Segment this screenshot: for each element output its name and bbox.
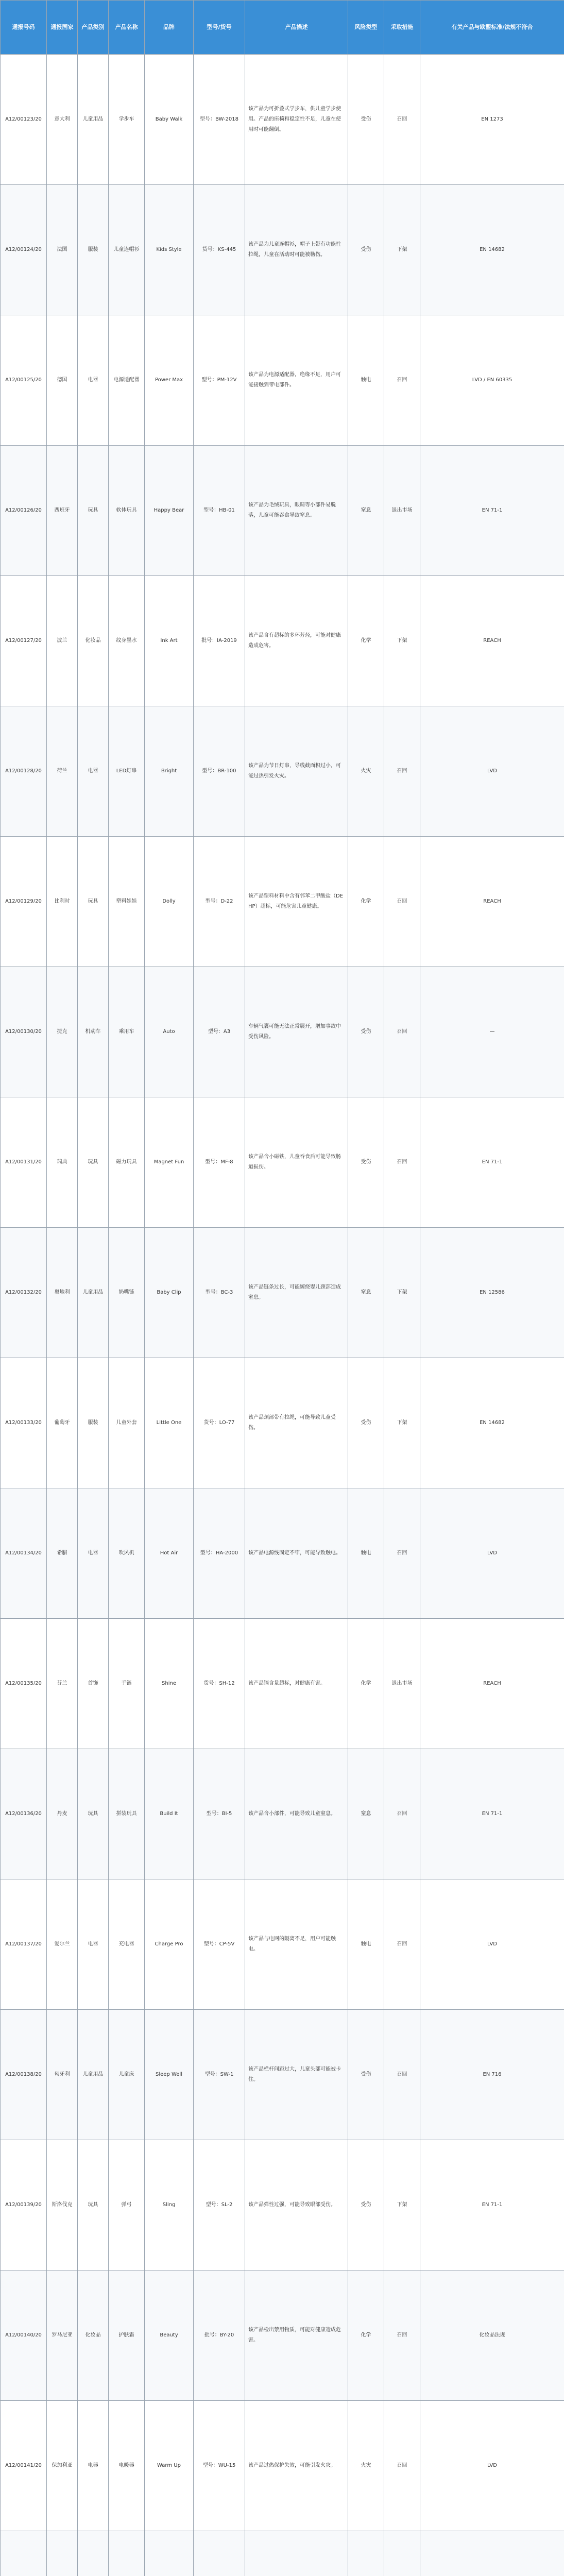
cell-standard: REACH <box>420 1619 564 1749</box>
cell-category <box>78 2531 109 2576</box>
cell-measures <box>384 2531 420 2576</box>
cell-model: 型号：HB-01 <box>194 446 245 576</box>
cell-model: 型号：HA-2000 <box>194 1488 245 1619</box>
cell-measures: 下架 <box>384 185 420 315</box>
table-row <box>1 1097 564 1228</box>
cell-product-name: 弹弓 <box>109 2140 145 2270</box>
cell-country: 法国 <box>47 185 78 315</box>
cell-model: 型号：BW-2018 <box>194 55 245 185</box>
cell-standard: LVD <box>420 706 564 837</box>
cell-category: 电器 <box>78 706 109 837</box>
cell-country: 比利时 <box>47 837 78 967</box>
cell-description: 该产品为毛绒玩具，眼睛等小部件易脱落，儿童可能吞食导致窒息。 <box>245 446 348 576</box>
cell-brand: Charge Pro <box>145 1879 194 2010</box>
cell-description: 该产品为可折叠式学步车，供儿童学步使用。产品的座椅和稳定性不足，儿童在使用时可能翻倒。 <box>245 55 348 185</box>
cell-risk-type: 受伤 <box>348 2010 384 2140</box>
header-cell-category: 产品类别 <box>78 1 109 55</box>
cell-notification-number: A12/00132/20 <box>1 1228 47 1358</box>
cell-category: 首饰 <box>78 1619 109 1749</box>
cell-brand: Magnet Fun <box>145 1097 194 1228</box>
cell-standard: LVD <box>420 2401 564 2531</box>
header-row <box>1 1 564 55</box>
cell-country: 西班牙 <box>47 446 78 576</box>
table-row <box>1 2140 564 2270</box>
cell-description: 该产品为儿童连帽衫，帽子上带有功能性拉绳，儿童在活动时可能被勒伤。 <box>245 185 348 315</box>
cell-category: 儿童用品 <box>78 55 109 185</box>
cell-description: 该产品含小部件，可能导致儿童窒息。 <box>245 1749 348 1879</box>
cell-standard: REACH <box>420 576 564 706</box>
cell-measures: 召回 <box>384 2401 420 2531</box>
cell-brand: Beauty <box>145 2270 194 2401</box>
cell-notification-number: A12/00137/20 <box>1 1879 47 2010</box>
cell-country: 斯洛伐克 <box>47 2140 78 2270</box>
cell-standard: LVD <box>420 1879 564 2010</box>
cell-measures: 召回 <box>384 706 420 837</box>
cell-risk-type: 火灾 <box>348 706 384 837</box>
cell-product-name: 电源适配器 <box>109 315 145 446</box>
cell-brand: Shine <box>145 1619 194 1749</box>
cell-measures: 下架 <box>384 1228 420 1358</box>
cell-description: 该产品为电源适配器，绝缘不足，用户可能接触到带电部件。 <box>245 315 348 446</box>
cell-measures: 召回 <box>384 1879 420 2010</box>
cell-category: 玩具 <box>78 837 109 967</box>
cell-notification-number: A12/00127/20 <box>1 576 47 706</box>
cell-model: 货号：KS-445 <box>194 185 245 315</box>
table-row <box>1 315 564 446</box>
header-cell-country: 通报国家 <box>47 1 78 55</box>
table-row <box>1 1619 564 1749</box>
cell-measures: 召回 <box>384 1097 420 1228</box>
cell-brand: Baby Clip <box>145 1228 194 1358</box>
cell-notification-number: A12/00133/20 <box>1 1358 47 1488</box>
cell-risk-type: 窒息 <box>348 446 384 576</box>
cell-country: 希腊 <box>47 1488 78 1619</box>
cell-standard <box>420 2531 564 2576</box>
cell-description: 该产品检出禁用物质，可能对健康造成危害。 <box>245 2270 348 2401</box>
cell-risk-type: 化学 <box>348 576 384 706</box>
cell-product-name: 儿童连帽衫 <box>109 185 145 315</box>
cell-notification-number: A12/00131/20 <box>1 1097 47 1228</box>
cell-country: 芬兰 <box>47 1619 78 1749</box>
cell-brand: Build It <box>145 1749 194 1879</box>
cell-description: 该产品链条过长，可能缠绕婴儿颈部造成窒息。 <box>245 1228 348 1358</box>
cell-standard: EN 71-1 <box>420 1097 564 1228</box>
cell-category: 电器 <box>78 1879 109 2010</box>
cell-model: 型号：SW-1 <box>194 2010 245 2140</box>
cell-category: 服装 <box>78 1358 109 1488</box>
cell-country: 保加利亚 <box>47 2401 78 2531</box>
cell-product-name: 学步车 <box>109 55 145 185</box>
cell-model: 货号：SH-12 <box>194 1619 245 1749</box>
cell-standard: EN 14682 <box>420 1358 564 1488</box>
cell-brand: Hot Air <box>145 1488 194 1619</box>
cell-measures: 召回 <box>384 1749 420 1879</box>
cell-standard: LVD <box>420 1488 564 1619</box>
cell-description: 该产品镉含量超标，对健康有害。 <box>245 1619 348 1749</box>
cell-risk-type: 化学 <box>348 2270 384 2401</box>
cell-notification-number: A12/00126/20 <box>1 446 47 576</box>
cell-product-name: 奶嘴链 <box>109 1228 145 1358</box>
cell-notification-number <box>1 2531 47 2576</box>
cell-description: 该产品与电网的隔离不足，用户可能触电。 <box>245 1879 348 2010</box>
cell-risk-type: 受伤 <box>348 55 384 185</box>
cell-risk-type: 化学 <box>348 837 384 967</box>
cell-description <box>245 2531 348 2576</box>
cell-standard: EN 14682 <box>420 185 564 315</box>
cell-brand: Kids Style <box>145 185 194 315</box>
cell-product-name: 儿童外套 <box>109 1358 145 1488</box>
cell-product-name: 充电器 <box>109 1879 145 2010</box>
cell-model: 型号：D-22 <box>194 837 245 967</box>
cell-category: 玩具 <box>78 1097 109 1228</box>
cell-brand: Little One <box>145 1358 194 1488</box>
cell-country: 波兰 <box>47 576 78 706</box>
cell-country: 意大利 <box>47 55 78 185</box>
cell-product-name: 软体玩具 <box>109 446 145 576</box>
cell-risk-type: 受伤 <box>348 967 384 1097</box>
cell-category: 机动车 <box>78 967 109 1097</box>
cell-category: 电器 <box>78 2401 109 2531</box>
cell-country: 奥地利 <box>47 1228 78 1358</box>
cell-country: 罗马尼亚 <box>47 2270 78 2401</box>
cell-measures: 退出市场 <box>384 446 420 576</box>
header-cell-risk-type: 风险类型 <box>348 1 384 55</box>
cell-standard: EN 716 <box>420 2010 564 2140</box>
cell-brand <box>145 2531 194 2576</box>
cell-country: 丹麦 <box>47 1749 78 1879</box>
table-row <box>1 837 564 967</box>
table-row <box>1 706 564 837</box>
cell-product-name: 乘用车 <box>109 967 145 1097</box>
cell-model: 型号：BR-100 <box>194 706 245 837</box>
cell-standard: REACH <box>420 837 564 967</box>
cell-product-name: 磁力玩具 <box>109 1097 145 1228</box>
cell-category: 儿童用品 <box>78 2010 109 2140</box>
cell-model <box>194 2531 245 2576</box>
cell-country: 匈牙利 <box>47 2010 78 2140</box>
table-row <box>1 2010 564 2140</box>
cell-model: 型号：WU-15 <box>194 2401 245 2531</box>
cell-risk-type: 触电 <box>348 1879 384 2010</box>
report-body <box>1 55 564 2576</box>
cell-notification-number: A12/00129/20 <box>1 837 47 967</box>
cell-measures: 召回 <box>384 837 420 967</box>
cell-risk-type: 受伤 <box>348 1097 384 1228</box>
cell-brand: Sling <box>145 2140 194 2270</box>
cell-description: 该产品含小磁铁，儿童吞食后可能导致肠道损伤。 <box>245 1097 348 1228</box>
table-row <box>1 1879 564 2010</box>
cell-product-name: 纹身墨水 <box>109 576 145 706</box>
cell-standard: EN 71-1 <box>420 1749 564 1879</box>
cell-description: 该产品电源线固定不牢，可能导致触电。 <box>245 1488 348 1619</box>
cell-standard: LVD / EN 60335 <box>420 315 564 446</box>
cell-country: 捷克 <box>47 967 78 1097</box>
cell-notification-number: A12/00130/20 <box>1 967 47 1097</box>
cell-category: 化妆品 <box>78 2270 109 2401</box>
cell-risk-type: 窒息 <box>348 1228 384 1358</box>
cell-standard: EN 71-1 <box>420 446 564 576</box>
table-row <box>1 55 564 185</box>
cell-risk-type: 火灾 <box>348 2401 384 2531</box>
cell-model: 批号：BY-20 <box>194 2270 245 2401</box>
cell-product-name: 塑料娃娃 <box>109 837 145 967</box>
table-row <box>1 2270 564 2401</box>
cell-risk-type <box>348 2531 384 2576</box>
cell-description: 该产品塑料材料中含有邻苯二甲酸盐（DEHP）超标，可能危害儿童健康。 <box>245 837 348 967</box>
cell-model: 型号：CP-5V <box>194 1879 245 2010</box>
table-row <box>1 967 564 1097</box>
cell-country: 葡萄牙 <box>47 1358 78 1488</box>
cell-model: 型号：BI-5 <box>194 1749 245 1879</box>
cell-model: 型号：BC-3 <box>194 1228 245 1358</box>
cell-category: 电器 <box>78 1488 109 1619</box>
cell-description: 该产品为节日灯串，导线截面积过小，可能过热引发火灾。 <box>245 706 348 837</box>
cell-model: 货号：LO-77 <box>194 1358 245 1488</box>
cell-model: 型号：PM-12V <box>194 315 245 446</box>
cell-notification-number: A12/00123/20 <box>1 55 47 185</box>
cell-measures: 退出市场 <box>384 1619 420 1749</box>
cell-description: 该产品过热保护失效，可能引发火灾。 <box>245 2401 348 2531</box>
table-row <box>1 446 564 576</box>
cell-brand: Happy Bear <box>145 446 194 576</box>
cell-standard: EN 1273 <box>420 55 564 185</box>
cell-product-name: LED灯串 <box>109 706 145 837</box>
cell-notification-number: A12/00135/20 <box>1 1619 47 1749</box>
cell-country: 爱尔兰 <box>47 1879 78 2010</box>
cell-brand: Auto <box>145 967 194 1097</box>
cell-brand: Sleep Well <box>145 2010 194 2140</box>
table-row <box>1 1749 564 1879</box>
cell-measures: 召回 <box>384 2010 420 2140</box>
cell-product-name: 手链 <box>109 1619 145 1749</box>
cell-product-name: 儿童床 <box>109 2010 145 2140</box>
table-row <box>1 576 564 706</box>
cell-product-name: 电暖器 <box>109 2401 145 2531</box>
table-row <box>1 1358 564 1488</box>
cell-notification-number: A12/00138/20 <box>1 2010 47 2140</box>
table-row <box>1 2531 564 2576</box>
cell-country: 荷兰 <box>47 706 78 837</box>
cell-notification-number: A12/00134/20 <box>1 1488 47 1619</box>
table-row <box>1 2401 564 2531</box>
cell-risk-type: 受伤 <box>348 1358 384 1488</box>
cell-brand: Baby Walk <box>145 55 194 185</box>
cell-measures: 召回 <box>384 2270 420 2401</box>
cell-measures: 召回 <box>384 967 420 1097</box>
cell-brand: Dolly <box>145 837 194 967</box>
cell-measures: 下架 <box>384 576 420 706</box>
cell-risk-type: 化学 <box>348 1619 384 1749</box>
table-row <box>1 185 564 315</box>
cell-notification-number: A12/00141/20 <box>1 2401 47 2531</box>
table-row <box>1 1488 564 1619</box>
cell-brand: Power Max <box>145 315 194 446</box>
cell-model: 型号：A3 <box>194 967 245 1097</box>
cell-risk-type: 窒息 <box>348 1749 384 1879</box>
cell-description: 该产品弹性过强，可能导致眼部受伤。 <box>245 2140 348 2270</box>
header-cell-product-name: 产品名称 <box>109 1 145 55</box>
cell-measures: 下架 <box>384 1358 420 1488</box>
header-cell-notification-number: 通报号码 <box>1 1 47 55</box>
cell-notification-number: A12/00128/20 <box>1 706 47 837</box>
cell-description: 该产品栏杆间距过大，儿童头部可能被卡住。 <box>245 2010 348 2140</box>
cell-standard: EN 12586 <box>420 1228 564 1358</box>
cell-risk-type: 触电 <box>348 1488 384 1619</box>
cell-notification-number: A12/00140/20 <box>1 2270 47 2401</box>
table-row <box>1 1228 564 1358</box>
cell-category: 服装 <box>78 185 109 315</box>
cell-category: 化妆品 <box>78 576 109 706</box>
cell-notification-number: A12/00124/20 <box>1 185 47 315</box>
header-cell-model: 型号/货号 <box>194 1 245 55</box>
cell-standard: 化妆品法规 <box>420 2270 564 2401</box>
cell-category: 玩具 <box>78 1749 109 1879</box>
cell-product-name <box>109 2531 145 2576</box>
cell-brand: Warm Up <box>145 2401 194 2531</box>
cell-risk-type: 受伤 <box>348 2140 384 2270</box>
cell-country: 德国 <box>47 315 78 446</box>
cell-brand: Ink Art <box>145 576 194 706</box>
cell-standard: — <box>420 967 564 1097</box>
cell-risk-type: 触电 <box>348 315 384 446</box>
cell-category: 玩具 <box>78 446 109 576</box>
cell-category: 电器 <box>78 315 109 446</box>
cell-standard: EN 71-1 <box>420 2140 564 2270</box>
header-cell-measures: 采取措施 <box>384 1 420 55</box>
cell-measures: 召回 <box>384 315 420 446</box>
cell-country: 瑞典 <box>47 1097 78 1228</box>
cell-model: 型号：MF-8 <box>194 1097 245 1228</box>
cell-notification-number: A12/00125/20 <box>1 315 47 446</box>
cell-product-name: 护肤霜 <box>109 2270 145 2401</box>
cell-model: 批号：IA-2019 <box>194 576 245 706</box>
cell-risk-type: 受伤 <box>348 185 384 315</box>
header-cell-brand: 品牌 <box>145 1 194 55</box>
cell-product-name: 拼装玩具 <box>109 1749 145 1879</box>
cell-category: 儿童用品 <box>78 1228 109 1358</box>
cell-country <box>47 2531 78 2576</box>
cell-notification-number: A12/00136/20 <box>1 1749 47 1879</box>
cell-description: 该产品颈部带有拉绳，可能导致儿童受伤。 <box>245 1358 348 1488</box>
header-cell-description: 产品描述 <box>245 1 348 55</box>
cell-description: 该产品含有超标的多环芳烃，可能对健康造成危害。 <box>245 576 348 706</box>
cell-brand: Bright <box>145 706 194 837</box>
cell-model: 型号：SL-2 <box>194 2140 245 2270</box>
cell-category: 玩具 <box>78 2140 109 2270</box>
cell-measures: 下架 <box>384 2140 420 2270</box>
cell-notification-number: A12/00139/20 <box>1 2140 47 2270</box>
cell-product-name: 吹风机 <box>109 1488 145 1619</box>
cell-measures: 召回 <box>384 55 420 185</box>
cell-description: 车辆气囊可能无法正常展开，增加事故中受伤风险。 <box>245 967 348 1097</box>
header-cell-standard: 有关产品与欧盟标准/法规不符合 <box>420 1 564 55</box>
cell-measures: 召回 <box>384 1488 420 1619</box>
